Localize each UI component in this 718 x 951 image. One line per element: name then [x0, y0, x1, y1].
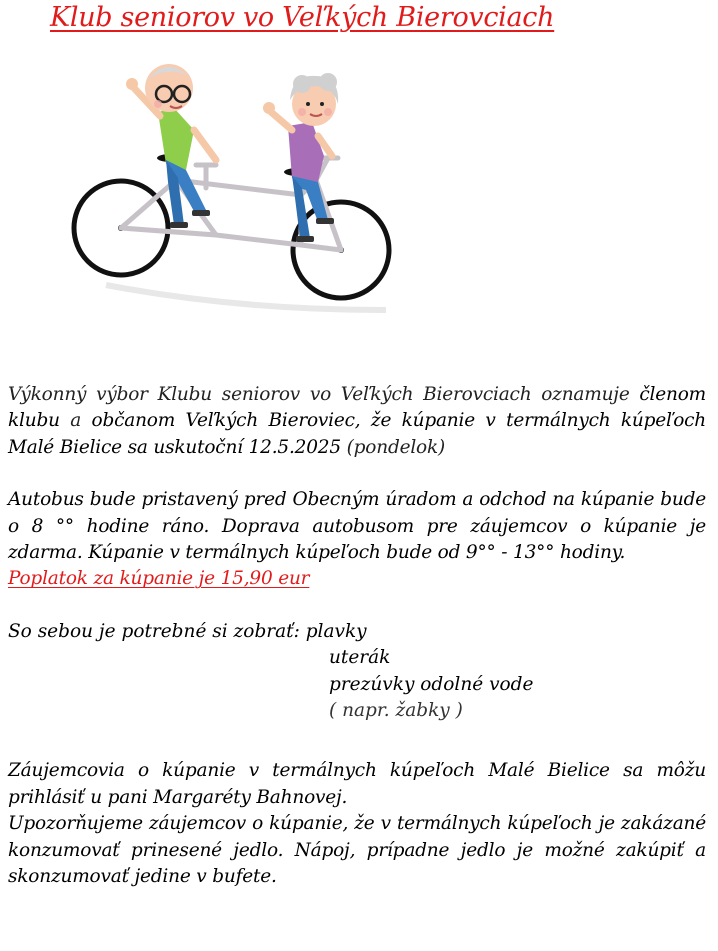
transport-paragraph [8, 487, 706, 593]
item-slippers: prezúvky odolné vode [329, 673, 534, 695]
fee-notice: Poplatok za kúpanie je 15,90 eur [8, 568, 310, 590]
item-slippers-note: ( napr. žabky ) [329, 700, 463, 722]
items-to-bring [8, 619, 706, 725]
items-intro: So sebou je potrebné si zobrať: plavky [8, 620, 367, 642]
intro-paragraph [8, 382, 706, 461]
intro-text: Výkonný výbor Klubu seniorov vo Veľkých Bierovciach oznamuje [8, 384, 640, 405]
page-title: Klub seniorov vo Veľkých Bierovciach [50, 2, 555, 33]
intro-text-members: členom klubu [8, 384, 706, 432]
announcement-body [8, 382, 706, 891]
intro-text-and: a [70, 410, 82, 432]
intro-text-weekday: (pondelok) [346, 436, 446, 458]
registration-paragraph: Záujemcovia o kúpanie v termálnych kúpeľoch Malé Bielice sa môžu prihlásiť u pani Margaréty Bahnovej. [8, 760, 706, 808]
transport-text: Autobus bude pristavený pred Obecným úradom a odchod na kúpanie bude o 8 °° hodine ráno. Doprava autobusom pre záujemcov o kúpanie je zdarma. Kúpanie v termálnych kúpeľoch bude od 9°° - 13°° hodiny. [8, 489, 706, 564]
item-towel: uterák [329, 647, 391, 669]
food-notice-paragraph: Upozorňujeme záujemcov o kúpanie, že v termálnych kúpeľoch je zakázané konzumovať prinesené jedlo. Nápoj, prípadne jedlo je možné zakúpiť a skonzumovať jedine v bufete. [8, 813, 706, 888]
tandem-bicycle-seniors-illustration [66, 60, 406, 320]
intro-text-date: občanom Veľkých Bieroviec, že kúpanie v termálnych kúpeľoch Malé Bielice sa uskutoční 12.5.2025 [8, 410, 707, 458]
